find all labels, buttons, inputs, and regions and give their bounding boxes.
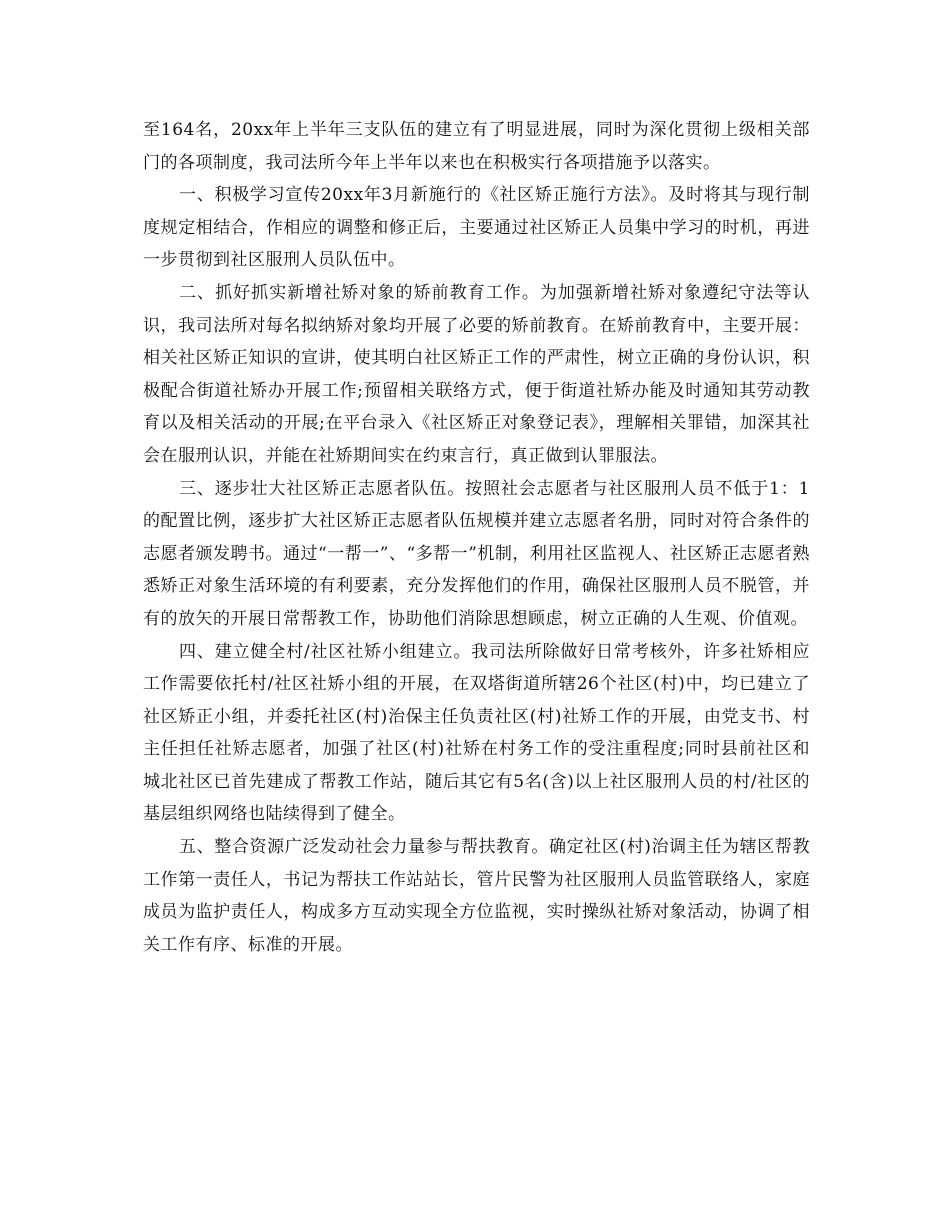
- paragraph-intro: 至164名，20xx年上半年三支队伍的建立有了明显进展，同时为深化贯彻上级相关部门的各项制度，我司法所今年上半年以来也在积极实行各项措施予以落实。: [143, 120, 810, 173]
- paragraph-item-2: 二、抓好抓实新增社矫对象的矫前教育工作。为加强新增社矫对象遵纪守法等认识，我司法所对每名拟纳矫对象均开展了必要的矫前教育。在矫前教育中，主要开展：相关社区矫正知识的宣讲，使其明白社区矫正工作的严肃性，树立正确的身份认识，积极配合街道社矫办开展工作;预留相关联络方式，便于街道社矫办能及时通知其劳动教育以及相关活动的开展;在平台录入《社区矫正对象登记表》，理解相关罪错，加深其社会在服刑认识，并能在社矫期间实在约束言行，真正做到认罪服法。: [143, 282, 810, 466]
- paragraph-item-1: 一、积极学习宣传20xx年3月新施行的《社区矫正施行方法》。及时将其与现行制度规定相结合，作相应的调整和修正后，主要通过社区矫正人员集中学习的时机，再进一步贯彻到社区服刑人员队伍中。: [143, 185, 810, 271]
- paragraph-item-5: 五、整合资源广泛发动社会力量参与帮扶教育。确定社区(村)治调主任为辖区帮教工作第一责任人，书记为帮扶工作站站长，管片民警为社区服刑人员监管联络人，家庭成员为监护责任人，构成多方互动实现全方位监视，实时操纵社矫对象活动，协调了相关工作有序、标准的开展。: [143, 837, 810, 955]
- paragraph-item-4: 四、建立健全村/社区社矫小组建立。我司法所除做好日常考核外，许多社矫相应工作需要依托村/社区社矫小组的开展，在双塔街道所辖26个社区(村)中，均已建立了社区矫正小组，并委托社区(村)治保主任负责社区(村)社矫工作的开展，由党支书、村主任担任社矫志愿者，加强了社区(村)社矫在村务工作的受注重程度;同时县前社区和城北社区已首先建成了帮教工作站，随后其它有5名(含)以上社区服刑人员的村/社区的基层组织网络也陆续得到了健全。: [143, 641, 810, 825]
- paragraph-item-3: 三、逐步壮大社区矫正志愿者队伍。按照社会志愿者与社区服刑人员不低于1：1的配置比例，逐步扩大社区矫正志愿者队伍规模并建立志愿者名册，同时对符合条件的志愿者颁发聘书。通过“一帮一”、“多帮一”机制，利用社区监视人、社区矫正志愿者熟悉矫正对象生活环境的有利要素，充分发挥他们的作用，确保社区服刑人员不脱管，并有的放矢的开展日常帮教工作，协助他们消除思想顾虑，树立正确的人生观、价值观。: [143, 478, 810, 629]
